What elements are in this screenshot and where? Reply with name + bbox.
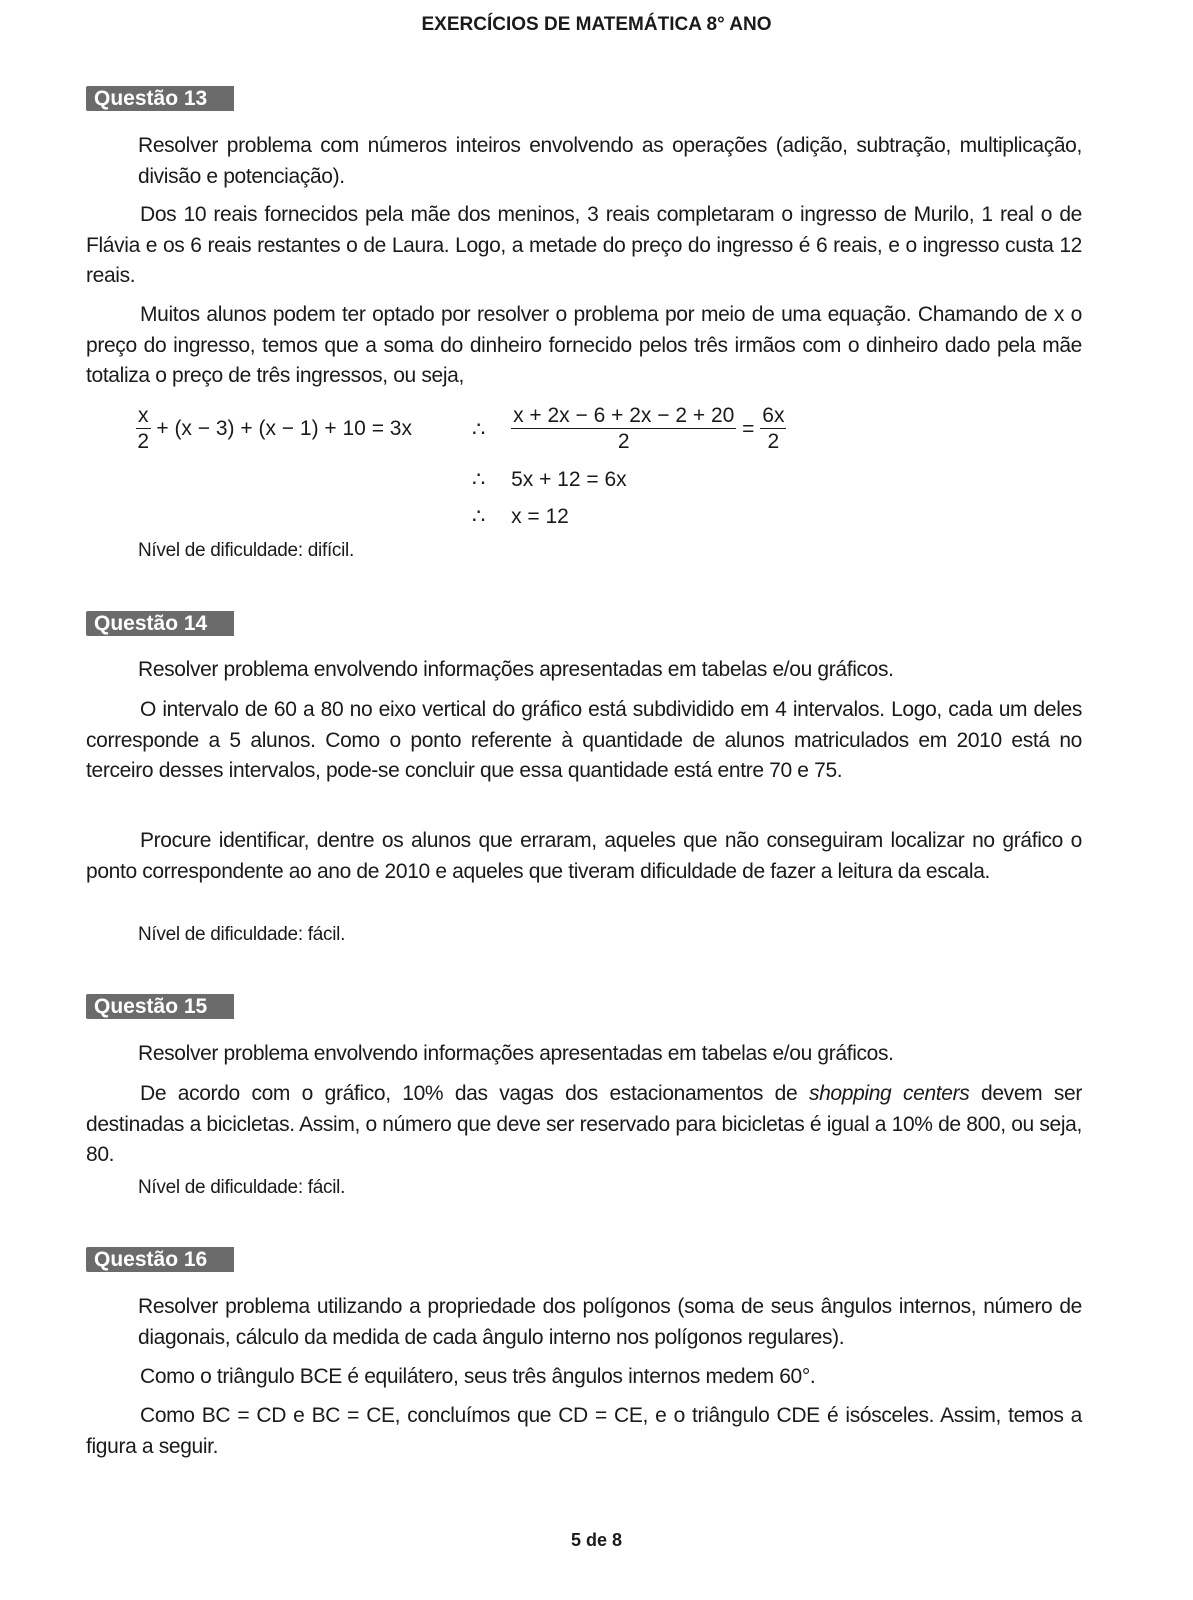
q16-paragraph-1: Como o triângulo BCE é equilátero, seus três ângulos internos medem 60°.	[140, 1365, 816, 1388]
equation-text: 5x + 12 = 6x	[511, 468, 627, 491]
question-16-badge: Questão 16	[86, 1247, 234, 1272]
emphasis-text: shopping centers	[808, 1082, 970, 1105]
q13-equation-line-1b	[472, 404, 786, 455]
q13-equation-line-1	[136, 404, 412, 455]
therefore-symbol: ∴	[472, 468, 486, 491]
therefore-symbol: ∴	[472, 505, 486, 528]
question-14-badge: Questão 14	[86, 611, 234, 636]
text: devem ser destinadas a bicicletas. Assim, o número que deve ser reservado para bicicletas é igual a 10% de 800, ou seja, 80.	[86, 1082, 1083, 1166]
question-15-badge: Questão 15	[86, 994, 234, 1019]
q13-equation-line-3	[472, 504, 569, 529]
q13-paragraph-2: Muitos alunos podem ter optado por resolver o problema por meio de uma equação. Chamando de x o preço do ingresso, temos que a soma do dinheiro fornecido pelos três irmãos com o dinheiro dado pela mãe totaliza o preço de três ingressos, ou seja,	[86, 303, 1082, 387]
q15-objective: Resolver problema envolvendo informações apresentadas em tabelas e/ou gráficos.	[138, 1042, 894, 1065]
q16-objective: Resolver problema utilizando a propriedade dos polígonos (soma de seus ângulos internos, número de diagonais, cálculo da medida de cada ângulo interno nos polígonos regulares).	[138, 1295, 1082, 1349]
q13-paragraph-1: Dos 10 reais fornecidos pela mãe dos meninos, 3 reais completaram o ingresso de Murilo, 1 real o de Flávia e os 6 reais restantes o de Laura. Logo, a metade do preço do ingresso é 6 reais, e o ingresso custa 12 reais.	[86, 203, 1082, 287]
numerator: x + 2x − 6 + 2x − 2 + 20	[513, 404, 735, 427]
equation-text: + (x − 3) + (x − 1) + 10 = 3x	[156, 417, 412, 441]
q13-equation-line-2	[472, 467, 627, 492]
denominator: 2	[617, 430, 630, 453]
fraction	[136, 404, 151, 455]
denominator: 2	[137, 430, 150, 453]
q16-paragraph-2: Como BC = CD e BC = CE, concluímos que CD = CE, e o triângulo CDE é isósceles. Assim, temos a figura a seguir.	[86, 1404, 1082, 1458]
numerator: x	[138, 404, 149, 427]
denominator: 2	[767, 430, 780, 453]
equals-sign: =	[742, 417, 755, 441]
therefore-symbol: ∴	[472, 418, 486, 441]
fraction	[760, 404, 786, 455]
q13-difficulty: Nível de dificuldade: difícil.	[138, 540, 354, 561]
q14-paragraph-2: Procure identificar, dentre os alunos que erraram, aqueles que não conseguiram localizar no gráfico o ponto correspondente ao ano de 2010 e aqueles que tiveram dificuldade de fazer a leitura da escala.	[86, 829, 1082, 883]
page-title: EXERCÍCIOS DE MATEMÁTICA 8° ANO	[421, 14, 772, 35]
question-13-badge: Questão 13	[86, 86, 234, 111]
q14-difficulty: Nível de dificuldade: fácil.	[138, 924, 346, 945]
fraction	[511, 404, 736, 455]
equation-text: x = 12	[511, 505, 569, 528]
q14-paragraph-1: O intervalo de 60 a 80 no eixo vertical do gráfico está subdividido em 4 intervalos. Logo, cada um deles corresponde a 5 alunos. Como o ponto referente à quantidade de alunos matriculados em 2010 está no terceiro desses intervalos, pode-se concluir que essa quantidade está entre 70 e 75.	[86, 698, 1082, 782]
numerator: 6x	[762, 404, 785, 427]
q13-objective: Resolver problema com números inteiros envolvendo as operações (adição, subtração, multiplicação, divisão e potenciação).	[138, 134, 1082, 188]
q15-difficulty: Nível de dificuldade: fácil.	[138, 1177, 346, 1198]
q15-paragraph-1	[86, 1079, 1082, 1171]
text: De acordo com o gráfico, 10% das vagas dos estacionamentos de	[140, 1082, 809, 1105]
page-number: 5 de 8	[570, 1530, 623, 1550]
q14-objective: Resolver problema envolvendo informações apresentadas em tabelas e/ou gráficos.	[138, 658, 894, 681]
